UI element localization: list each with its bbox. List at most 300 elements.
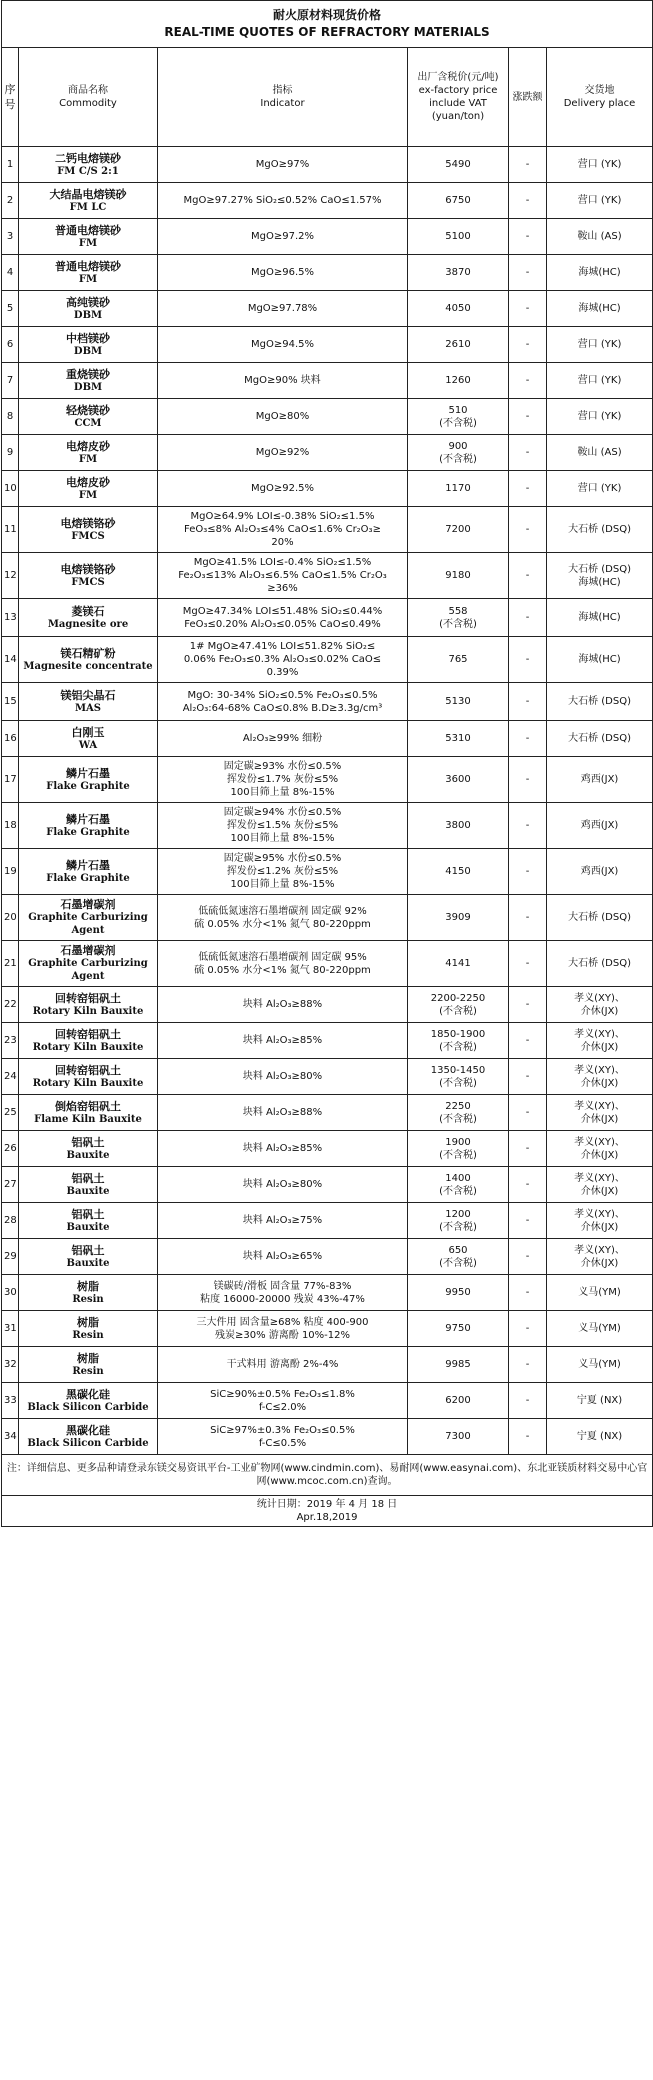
commodity-en bbox=[21, 702, 155, 715]
row-delivery bbox=[547, 1059, 653, 1095]
commodity-cn: 回转窑铝矾土 bbox=[55, 991, 121, 1005]
row-price bbox=[408, 637, 509, 683]
indicator-line: 硫 0.05% 水分<1% 氮气 80-220ppm bbox=[194, 964, 371, 976]
commodity-cn: 菱镁石 bbox=[71, 604, 105, 618]
commodity-en-line: Flake Graphite bbox=[46, 872, 130, 884]
row-commodity bbox=[19, 1275, 158, 1311]
row-index: 5 bbox=[2, 291, 19, 327]
commodity-en bbox=[21, 417, 155, 430]
table-row bbox=[2, 1131, 653, 1167]
row-price bbox=[408, 987, 509, 1023]
row-delivery bbox=[547, 637, 653, 683]
price-line: 510 bbox=[448, 404, 468, 416]
row-commodity bbox=[19, 507, 158, 553]
row-indicator bbox=[158, 1131, 408, 1167]
price-line: (不含税) bbox=[439, 1005, 477, 1017]
indicator-line: MgO≥94.5% bbox=[251, 339, 314, 350]
price-line: 9950 bbox=[445, 1287, 471, 1298]
indicator-line: MgO≥92.5% bbox=[251, 483, 314, 494]
indicator-line: MgO≥64.9% LOI≤-0.38% SiO₂≤1.5% bbox=[190, 511, 375, 522]
row-delivery bbox=[547, 1347, 653, 1383]
row-indicator bbox=[158, 757, 408, 803]
title-cn: 耐火原材料现货价格 bbox=[273, 8, 382, 22]
table-row bbox=[2, 507, 653, 553]
row-indicator bbox=[158, 721, 408, 757]
indicator-line: 三大件用 固含量≥68% 粘度 400-900 bbox=[196, 1316, 369, 1328]
commodity-en-line: Black Silicon Carbide bbox=[27, 1437, 149, 1449]
delivery-line: 海城(HC) bbox=[578, 303, 621, 314]
price-line: 3800 bbox=[445, 820, 471, 831]
row-price bbox=[408, 1275, 509, 1311]
delivery-line: 孝义(XY)、 bbox=[574, 1100, 625, 1112]
indicator-line: MgO≥41.5% LOI≤-0.4% SiO₂≤1.5% bbox=[193, 557, 372, 568]
delivery-line: 大石桥 (DSQ) bbox=[568, 958, 631, 969]
row-commodity bbox=[19, 1383, 158, 1419]
commodity-en bbox=[21, 1041, 155, 1054]
commodity-en-line: Bauxite bbox=[66, 1185, 110, 1197]
row-change: - bbox=[509, 895, 547, 941]
table-row bbox=[2, 721, 653, 757]
commodity-cn: 中档镁砂 bbox=[66, 331, 110, 345]
indicator-line: 残炭≥30% 游离酚 10%-12% bbox=[214, 1329, 351, 1341]
delivery-line: 鸡西(JX) bbox=[580, 774, 619, 785]
commodity-en-line: Black Silicon Carbide bbox=[27, 1401, 149, 1413]
commodity-en bbox=[21, 309, 155, 322]
row-change: - bbox=[509, 471, 547, 507]
row-indicator bbox=[158, 599, 408, 637]
commodity-cn: 普通电熔镁砂 bbox=[55, 259, 121, 273]
row-commodity bbox=[19, 941, 158, 987]
indicator-line: 固定碳≥93% 水份≤0.5% bbox=[223, 761, 342, 772]
row-commodity bbox=[19, 599, 158, 637]
price-line: 4150 bbox=[445, 866, 471, 877]
row-change: - bbox=[509, 941, 547, 987]
commodity-cn: 高纯镁砂 bbox=[66, 295, 110, 309]
commodity-en-line: Bauxite bbox=[66, 1257, 110, 1269]
price-line: (不含税) bbox=[439, 1221, 477, 1233]
commodity-cn: 镁石精矿粉 bbox=[60, 646, 116, 660]
row-indicator bbox=[158, 553, 408, 599]
indicator-line: SiC≥90%±0.5% Fe₂O₃≤1.8% bbox=[210, 1388, 355, 1400]
indicator-line: 硫 0.05% 水分<1% 氮气 80-220ppm bbox=[194, 918, 371, 930]
row-index: 26 bbox=[2, 1131, 19, 1167]
table-row bbox=[2, 553, 653, 599]
commodity-cn: 回转窑铝矾土 bbox=[55, 1027, 121, 1041]
row-price bbox=[408, 1131, 509, 1167]
row-indicator bbox=[158, 255, 408, 291]
note-row bbox=[2, 1455, 653, 1496]
indicator-line: 0.06% Fe₂O₃≤0.3% Al₂O₃≤0.02% CaO≤ bbox=[183, 654, 382, 665]
delivery-line: 鸡西(JX) bbox=[580, 866, 619, 877]
indicator-line: MgO≥97.78% bbox=[247, 303, 318, 314]
table-row bbox=[2, 1239, 653, 1275]
commodity-en bbox=[21, 1185, 155, 1198]
indicator-line: 块料 Al₂O₃≥88% bbox=[242, 999, 323, 1010]
row-delivery bbox=[547, 183, 653, 219]
footer-row bbox=[2, 1496, 653, 1527]
indicator-line: 镁碳砖/滑板 固含量 77%-83% bbox=[213, 1280, 352, 1292]
table-row bbox=[2, 1095, 653, 1131]
row-delivery bbox=[547, 1095, 653, 1131]
row-change: - bbox=[509, 721, 547, 757]
indicator-line: 块料 Al₂O₃≥80% bbox=[242, 1179, 323, 1190]
indicator-line: FeO₃≤0.20% Al₂O₃≤0.05% CaO≤0.49% bbox=[184, 618, 381, 630]
commodity-en-line: Rotary Kiln Bauxite bbox=[32, 1077, 144, 1089]
row-delivery bbox=[547, 399, 653, 435]
price-line: 1900 bbox=[445, 1136, 471, 1148]
row-index: 22 bbox=[2, 987, 19, 1023]
row-commodity bbox=[19, 1023, 158, 1059]
commodity-en bbox=[21, 1365, 155, 1378]
price-line: 2610 bbox=[445, 339, 471, 350]
indicator-line: 挥发份≤1.5% 灰份≤5% bbox=[226, 820, 339, 831]
indicator-line: SiC≥97%±0.3% Fe₂O₃≤0.5% bbox=[210, 1424, 355, 1436]
quotes-table bbox=[1, 0, 653, 1527]
row-indicator bbox=[158, 803, 408, 849]
indicator-line: 块料 Al₂O₃≥65% bbox=[242, 1251, 323, 1262]
row-price bbox=[408, 599, 509, 637]
commodity-en bbox=[21, 237, 155, 250]
delivery-line: 介休(JX) bbox=[580, 1221, 619, 1233]
commodity-cn: 树脂 bbox=[77, 1279, 99, 1293]
row-delivery bbox=[547, 147, 653, 183]
commodity-en bbox=[21, 618, 155, 631]
note-text: 注：详细信息、更多品种请登录东镁交易资讯平台-工业矿物网(www.cindmin.com)、易耐网(www.easynai.com)、东北亚镁质材料交易中心官网(www.mcoc.com.cn)查询。 bbox=[2, 1455, 653, 1496]
commodity-en-line: FM bbox=[78, 489, 98, 501]
row-change: - bbox=[509, 147, 547, 183]
indicator-line: 粘度 16000-20000 残炭 43%-47% bbox=[200, 1293, 365, 1305]
row-delivery bbox=[547, 1419, 653, 1455]
price-line: 5100 bbox=[445, 231, 471, 242]
price-line: 4141 bbox=[445, 958, 471, 969]
commodity-cn: 黑碳化硅 bbox=[66, 1423, 110, 1437]
commodity-en bbox=[21, 165, 155, 178]
row-delivery bbox=[547, 363, 653, 399]
commodity-en-line: FM LC bbox=[69, 201, 107, 213]
row-delivery bbox=[547, 255, 653, 291]
row-change: - bbox=[509, 219, 547, 255]
row-price bbox=[408, 1095, 509, 1131]
row-index: 23 bbox=[2, 1023, 19, 1059]
price-line: 6750 bbox=[445, 195, 471, 206]
row-price bbox=[408, 219, 509, 255]
commodity-en bbox=[21, 201, 155, 214]
row-indicator bbox=[158, 1383, 408, 1419]
row-index: 19 bbox=[2, 849, 19, 895]
row-price bbox=[408, 1419, 509, 1455]
price-line: (不含税) bbox=[439, 618, 477, 630]
row-index: 4 bbox=[2, 255, 19, 291]
commodity-en-line: Flame Kiln Bauxite bbox=[34, 1113, 142, 1125]
row-delivery bbox=[547, 803, 653, 849]
indicator-line: 干式料用 游离酚 2%-4% bbox=[226, 1359, 339, 1370]
price-line: (不含税) bbox=[439, 1185, 477, 1197]
delivery-line: 鸡西(JX) bbox=[580, 820, 619, 831]
row-delivery bbox=[547, 1167, 653, 1203]
delivery-line: 大石桥 (DSQ) bbox=[568, 563, 631, 575]
price-line: 2200-2250 bbox=[430, 992, 486, 1004]
row-delivery bbox=[547, 1203, 653, 1239]
row-indicator bbox=[158, 683, 408, 721]
commodity-en-line: Agent bbox=[71, 925, 105, 936]
row-delivery bbox=[547, 1131, 653, 1167]
commodity-en-line: Flake Graphite bbox=[46, 780, 130, 792]
row-indicator bbox=[158, 327, 408, 363]
commodity-en-line: Magnesite ore bbox=[47, 618, 129, 630]
row-change: - bbox=[509, 363, 547, 399]
commodity-en-line: DBM bbox=[73, 309, 103, 321]
footer-date-cn: 统计日期：2019 年 4 月 18 日 bbox=[256, 1499, 398, 1510]
row-price bbox=[408, 683, 509, 721]
commodity-en bbox=[21, 911, 155, 937]
table-row bbox=[2, 363, 653, 399]
table-row bbox=[2, 849, 653, 895]
row-commodity bbox=[19, 291, 158, 327]
row-indicator bbox=[158, 1347, 408, 1383]
row-index: 11 bbox=[2, 507, 19, 553]
header-price: 出厂含税价(元/吨) ex-factory price include VAT (yuan/ton) bbox=[408, 48, 509, 147]
commodity-cn: 重烧镁砂 bbox=[66, 367, 110, 381]
row-change: - bbox=[509, 1311, 547, 1347]
row-index: 30 bbox=[2, 1275, 19, 1311]
table-row bbox=[2, 219, 653, 255]
row-indicator bbox=[158, 219, 408, 255]
price-line: 5130 bbox=[445, 696, 471, 707]
delivery-line: 大石桥 (DSQ) bbox=[568, 733, 631, 744]
delivery-line: 介休(JX) bbox=[580, 1113, 619, 1125]
indicator-line: MgO≥47.34% LOI≤51.48% SiO₂≤0.44% bbox=[182, 605, 383, 617]
indicator-line: 1# MgO≥47.41% LOI≤51.82% SiO₂≤ bbox=[189, 641, 376, 652]
row-commodity bbox=[19, 757, 158, 803]
row-index: 12 bbox=[2, 553, 19, 599]
price-line: 1200 bbox=[445, 1208, 471, 1220]
row-commodity bbox=[19, 637, 158, 683]
commodity-en-line: Rotary Kiln Bauxite bbox=[32, 1005, 144, 1017]
row-price bbox=[408, 895, 509, 941]
row-change: - bbox=[509, 399, 547, 435]
commodity-en-line: FM C/S 2:1 bbox=[57, 165, 119, 177]
commodity-cn: 鳞片石墨 bbox=[66, 812, 110, 826]
row-indicator bbox=[158, 1167, 408, 1203]
header-row bbox=[2, 48, 653, 147]
delivery-line: 营口 (YK) bbox=[577, 339, 622, 350]
commodity-en bbox=[21, 826, 155, 839]
header-index: 序号 bbox=[2, 48, 19, 147]
table-row bbox=[2, 987, 653, 1023]
commodity-cn: 铝矾土 bbox=[71, 1171, 105, 1185]
header-delivery: 交货地 Delivery place bbox=[547, 48, 653, 147]
commodity-en bbox=[21, 1293, 155, 1306]
row-index: 2 bbox=[2, 183, 19, 219]
row-index: 14 bbox=[2, 637, 19, 683]
commodity-en bbox=[21, 780, 155, 793]
commodity-en bbox=[21, 1077, 155, 1090]
row-commodity bbox=[19, 553, 158, 599]
indicator-line: 块料 Al₂O₃≥88% bbox=[242, 1107, 323, 1118]
indicator-line: 挥发份≤1.7% 灰份≤5% bbox=[226, 774, 339, 785]
row-commodity bbox=[19, 219, 158, 255]
commodity-en-line: WA bbox=[78, 739, 98, 751]
delivery-line: 孝义(XY)、 bbox=[574, 1064, 625, 1076]
table-row bbox=[2, 637, 653, 683]
indicator-line: 低硫低氮速溶石墨增碳剂 固定碳 92% bbox=[198, 905, 367, 917]
table-row bbox=[2, 803, 653, 849]
row-change: - bbox=[509, 1239, 547, 1275]
table-row bbox=[2, 1419, 653, 1455]
delivery-line: 孝义(XY)、 bbox=[574, 1136, 625, 1148]
delivery-line: 孝义(XY)、 bbox=[574, 1244, 625, 1256]
price-line: 7200 bbox=[445, 524, 471, 535]
header-indicator: 指标 Indicator bbox=[158, 48, 408, 147]
row-index: 33 bbox=[2, 1383, 19, 1419]
price-line: 1400 bbox=[445, 1172, 471, 1184]
indicator-line: MgO: 30-34% SiO₂≤0.5% Fe₂O₃≤0.5% bbox=[187, 689, 378, 701]
indicator-line: Fe₂O₃≤13% Al₂O₃≤6.5% CaO≤1.5% Cr₂O₃ bbox=[178, 570, 387, 581]
price-line: (不含税) bbox=[439, 1113, 477, 1125]
indicator-line: MgO≥97% bbox=[255, 159, 310, 170]
row-index: 32 bbox=[2, 1347, 19, 1383]
delivery-line: 大石桥 (DSQ) bbox=[568, 912, 631, 923]
row-indicator bbox=[158, 471, 408, 507]
indicator-line: f-C≤0.5% bbox=[258, 1437, 307, 1449]
row-delivery bbox=[547, 895, 653, 941]
row-price bbox=[408, 183, 509, 219]
row-price bbox=[408, 849, 509, 895]
row-change: - bbox=[509, 1023, 547, 1059]
commodity-en-line: FM bbox=[78, 453, 98, 465]
price-line: 1350-1450 bbox=[430, 1064, 486, 1076]
row-price bbox=[408, 471, 509, 507]
row-index: 15 bbox=[2, 683, 19, 721]
row-indicator bbox=[158, 1239, 408, 1275]
row-indicator bbox=[158, 1203, 408, 1239]
commodity-en-line: Resin bbox=[72, 1329, 104, 1341]
price-line: (不含税) bbox=[439, 1041, 477, 1053]
indicator-line: 低硫低氮速溶石墨增碳剂 固定碳 95% bbox=[198, 951, 367, 963]
indicator-line: MgO≥90% 块料 bbox=[244, 375, 321, 386]
commodity-en bbox=[21, 1257, 155, 1270]
commodity-en-line: Magnesite concentrate bbox=[23, 660, 153, 672]
row-price bbox=[408, 553, 509, 599]
commodity-cn: 树脂 bbox=[77, 1315, 99, 1329]
commodity-cn: 黑碳化硅 bbox=[66, 1387, 110, 1401]
table-row bbox=[2, 471, 653, 507]
commodity-en bbox=[21, 273, 155, 286]
commodity-en bbox=[21, 453, 155, 466]
row-change: - bbox=[509, 1275, 547, 1311]
row-commodity bbox=[19, 895, 158, 941]
row-price bbox=[408, 399, 509, 435]
row-change: - bbox=[509, 637, 547, 683]
price-line: 9750 bbox=[445, 1323, 471, 1334]
indicator-line: 固定碳≥95% 水份≤0.5% bbox=[223, 853, 342, 864]
commodity-en bbox=[21, 1221, 155, 1234]
delivery-line: 介休(JX) bbox=[580, 1257, 619, 1269]
row-change: - bbox=[509, 987, 547, 1023]
commodity-en bbox=[21, 489, 155, 502]
delivery-line: 义马(YM) bbox=[578, 1287, 621, 1298]
indicator-line: MgO≥97.2% bbox=[251, 231, 314, 242]
price-line: (不含税) bbox=[439, 1257, 477, 1269]
row-change: - bbox=[509, 599, 547, 637]
price-line: 5490 bbox=[445, 159, 471, 170]
row-commodity bbox=[19, 147, 158, 183]
table-row bbox=[2, 1311, 653, 1347]
row-change: - bbox=[509, 553, 547, 599]
delivery-line: 海城(HC) bbox=[578, 654, 621, 665]
table-row bbox=[2, 1347, 653, 1383]
commodity-cn: 轻烧镁砂 bbox=[66, 403, 110, 417]
commodity-cn: 二钙电熔镁砂 bbox=[55, 151, 121, 165]
price-line: (不含税) bbox=[439, 1077, 477, 1089]
row-indicator bbox=[158, 1095, 408, 1131]
row-change: - bbox=[509, 327, 547, 363]
row-change: - bbox=[509, 849, 547, 895]
commodity-en-line: Bauxite bbox=[66, 1221, 110, 1233]
row-commodity bbox=[19, 327, 158, 363]
table-row bbox=[2, 683, 653, 721]
commodity-cn: 鳞片石墨 bbox=[66, 858, 110, 872]
commodity-en bbox=[21, 1329, 155, 1342]
row-indicator bbox=[158, 363, 408, 399]
row-change: - bbox=[509, 683, 547, 721]
row-delivery bbox=[547, 553, 653, 599]
commodity-en-line: Graphite Carburizing bbox=[28, 958, 148, 969]
commodity-cn: 石墨增碳剂 bbox=[60, 944, 116, 957]
row-price bbox=[408, 721, 509, 757]
row-price bbox=[408, 291, 509, 327]
commodity-en bbox=[21, 1113, 155, 1126]
row-change: - bbox=[509, 507, 547, 553]
row-commodity bbox=[19, 683, 158, 721]
table-row bbox=[2, 1383, 653, 1419]
commodity-en bbox=[21, 1149, 155, 1162]
row-delivery bbox=[547, 849, 653, 895]
table-row bbox=[2, 183, 653, 219]
commodity-cn: 白刚玉 bbox=[71, 725, 105, 739]
commodity-cn: 电熔皮砂 bbox=[66, 439, 110, 453]
commodity-en bbox=[21, 530, 155, 543]
row-change: - bbox=[509, 1383, 547, 1419]
price-line: 3909 bbox=[445, 912, 471, 923]
commodity-en bbox=[21, 345, 155, 358]
indicator-line: 块料 Al₂O₃≥85% bbox=[242, 1143, 323, 1154]
row-change: - bbox=[509, 255, 547, 291]
row-delivery bbox=[547, 721, 653, 757]
row-commodity bbox=[19, 1203, 158, 1239]
row-indicator bbox=[158, 1023, 408, 1059]
commodity-cn: 鳞片石墨 bbox=[66, 766, 110, 780]
row-delivery bbox=[547, 471, 653, 507]
row-commodity bbox=[19, 1347, 158, 1383]
commodity-en-line: Graphite Carburizing bbox=[28, 912, 148, 923]
row-index: 18 bbox=[2, 803, 19, 849]
row-change: - bbox=[509, 1347, 547, 1383]
commodity-cn: 大结晶电熔镁砂 bbox=[49, 187, 127, 201]
indicator-line: FeO₃≤8% Al₂O₃≤4% CaO≤1.6% Cr₂O₃≥ bbox=[184, 524, 381, 535]
row-change: - bbox=[509, 803, 547, 849]
row-price bbox=[408, 1023, 509, 1059]
row-commodity bbox=[19, 803, 158, 849]
commodity-en-line: Rotary Kiln Bauxite bbox=[32, 1041, 144, 1053]
row-index: 6 bbox=[2, 327, 19, 363]
table-title bbox=[2, 1, 653, 48]
row-commodity bbox=[19, 1131, 158, 1167]
commodity-en bbox=[21, 739, 155, 752]
row-delivery bbox=[547, 941, 653, 987]
row-price bbox=[408, 1167, 509, 1203]
footer-date bbox=[2, 1496, 653, 1527]
